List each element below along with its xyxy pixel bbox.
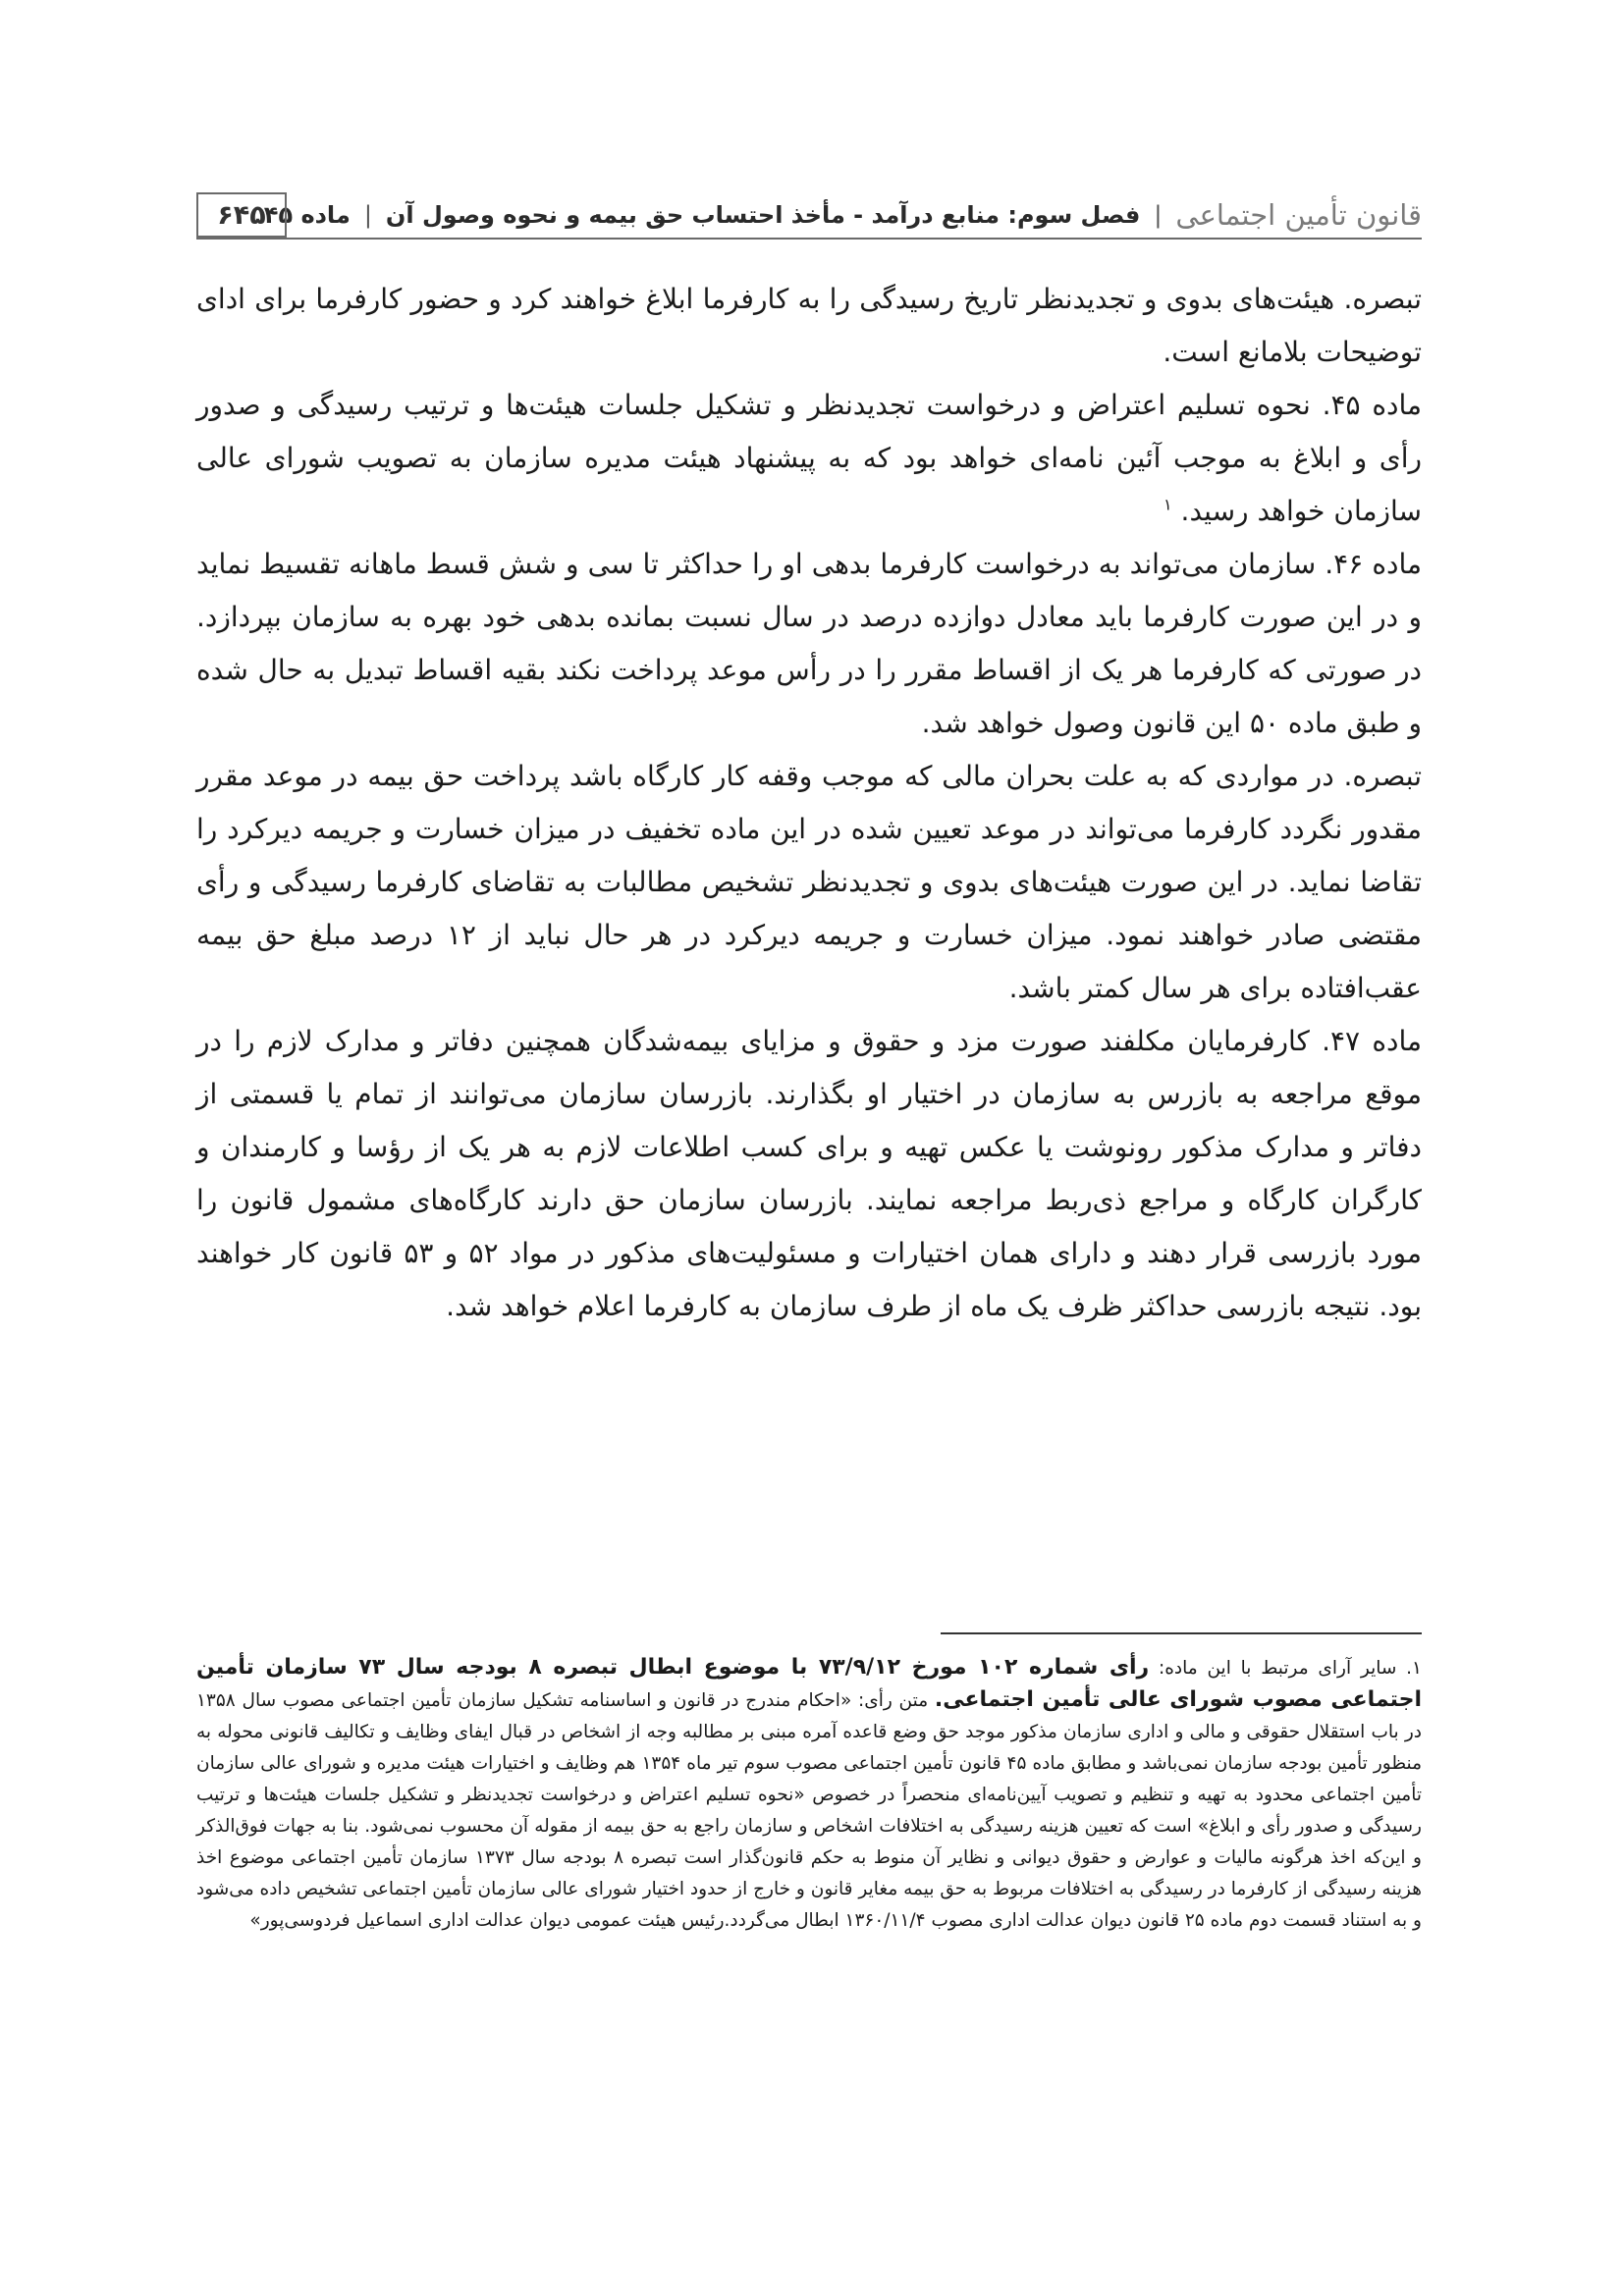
body-text — [196, 273, 1422, 1333]
header-separator: | — [363, 201, 372, 229]
paragraph-text: ماده ۴۵. نحوه تسلیم اعتراض و درخواست تجدیدنظر و تشکیل جلسات هیئت‌ها و ترتیب رسیدگی و صدور رأی و ابلاغ به موجب آئین نامه‌ای خواهد بود که به پیشنهاد هیئت مدیره سازمان به تصویب شورای عالی سازمان خواهد رسید. — [196, 389, 1422, 527]
book-title: قانون تأمین اجتماعی — [1175, 198, 1422, 232]
paragraph: ماده ۴۶. سازمان می‌تواند به درخواست کارفرما بدهی او را حداکثر تا سی و شش قسط ماهانه تقسیط نماید و در این صورت کارفرما باید معادل دوازده درصد در سال نسبت بمانده بدهی خود بهره به سازمان بپردازد. در صورتی که کارفرما هر یک از اقساط مقرر را در رأس موعد پرداخت نکند بقیه اقساط تبدیل به حال شده و طبق ماده ۵۰ این قانون وصول خواهد شد. — [196, 548, 1422, 739]
paragraph: تبصره. هیئت‌های بدوی و تجدیدنظر تاریخ رسیدگی را به کارفرما ابلاغ خواهند کرد و حضور کارفرما برای ادای توضیحات بلامانع است. — [196, 283, 1422, 368]
footnote-prefix: ۱. سایر آرای مرتبط با این ماده: — [1158, 1658, 1422, 1679]
footnote-bold-title: رأی شماره ۱۰۲ مورخ ۷۳/۹/۱۲ با موضوع ابطال تبصره ۸ بودجه سال ۷۳ سازمان تأمین اجتماعی مصوب شورای عالی تأمین اجتماعی. — [196, 1655, 1422, 1712]
footnote-text: متن رأی: «احکام مندرج در قانون و اساسنامه تشکیل سازمان تأمین اجتماعی مصوب سال ۱۳۵۸ در باب استقلال حقوقی و مالی و اداری سازمان مذکور موجد حق وضع قاعده آمره مبنی بر مطالبه وجه از اشخاص در قبال ایفای وظایف و تکالیف قانونی محوله به منظور تأمین بودجه سازمان نمی‌باشد و مطابق ماده ۴۵ قانون تأمین اجتماعی مصوب سوم تیر ماه ۱۳۵۴ هم وظایف و اختیارات هیئت مدیره و شورای عالی سازمان تأمین اجتماعی محدود به تهیه و تنظیم و تصویب آیین‌نامه‌ای منحصراً در خصوص «نحوه تسلیم اعتراض و درخواست تجدیدنظر و تشکیل جلسات هیئت‌ها و ترتیب رسیدگی و صدور رأی و ابلاغ» است که تعیین هزینه رسیدگی به اختلافات اشخاص و سازمان راجع به حق بیمه از مقوله آن محسوب نمی‌شود. بنا به جهات فوق‌الذکر و این‌که اخذ هرگونه مالیات و عوارض و حقوق دیوانی و نظایر آن منوط به حکم قانون‌گذار است تبصره ۸ بودجه سال ۱۳۷۳ سازمان تأمین اجتماعی موضوع اخذ هزینه رسیدگی از کارفرما در رسیدگی به اختلافات مربوط به حق بیمه مغایر قانون و خارج از حدود اختیار شورای عالی سازمان تأمین اجتماعی تشخیص داده می‌شود و به استناد قسمت دوم ماده ۲۵ قانون دیوان عدالت اداری مصوب ۱۳۶۰/۱۱/۴ ابطال می‌گردد.رئیس هیئت عمومی دیوان عدالت اداری اسماعیل فردوسی‌پور» — [196, 1690, 1423, 1931]
header-title — [264, 192, 1422, 238]
footnote-rule — [941, 1632, 1422, 1634]
footnote-reference: ۱ — [1163, 495, 1172, 514]
paragraph — [196, 379, 1422, 538]
running-header — [196, 192, 1422, 238]
header-rule — [196, 238, 1422, 240]
paragraph: ماده ۴۷. کارفرمایان مکلفند صورت مزد و حقوق و مزایای بیمه‌شدگان همچنین دفاتر و مدارک لازم را در موقع مراجعه به بازرس به سازمان در اختیار او بگذارند. بازرسان سازمان می‌توانند از تمام یا قسمتی از دفاتر و مدارک مذکور رونوشت یا عکس تهیه و برای کسب اطلاعات لازم به هر یک از رؤسا و کارمندان و کارگران کارگاه و مراجع ذی‌ربط مراجعه نمایند. بازرسان سازمان حق دارند کارگاه‌های مشمول قانون را مورد بازرسی قرار دهند و دارای همان اختیارات و مسئولیت‌های مذکور در مواد ۵۲ و ۵۳ قانون کار خواهند بود. نتیجه بازرسی حداکثر ظرف یک ماه از طرف سازمان به کارفرما اعلام خواهد شد. — [196, 1025, 1422, 1322]
paragraph: تبصره. در مواردی که به علت بحران مالی که موجب وقفه کار کارگاه باشد پرداخت حق بیمه در موعد مقرر مقدور نگردد کارفرما می‌تواند در موعد تعیین شده در این ماده تخفیف در میزان خسارت و جریمه دیرکرد را تقاضا نماید. در این صورت هیئت‌های بدوی و تجدیدنظر تشخیص مطالبات به تقاضای کارفرما رسیدگی و رأی مقتضی صادر خواهند نمود. میزان خسارت و جریمه دیرکرد در هر حال نباید از ۱۲ درصد مبلغ حق بیمه عقب‌افتاده برای هر سال کمتر باشد. — [196, 760, 1422, 1004]
page-number: ۶۴۵ — [196, 192, 287, 238]
article-label: ماده ۴۵ — [263, 201, 351, 229]
chapter-title: فصل سوم: منابع درآمد - مأخذ احتساب حق بیمه و نحوه وصول آن — [385, 201, 1141, 229]
header-separator: | — [1154, 201, 1163, 229]
footnote — [196, 1652, 1422, 1937]
